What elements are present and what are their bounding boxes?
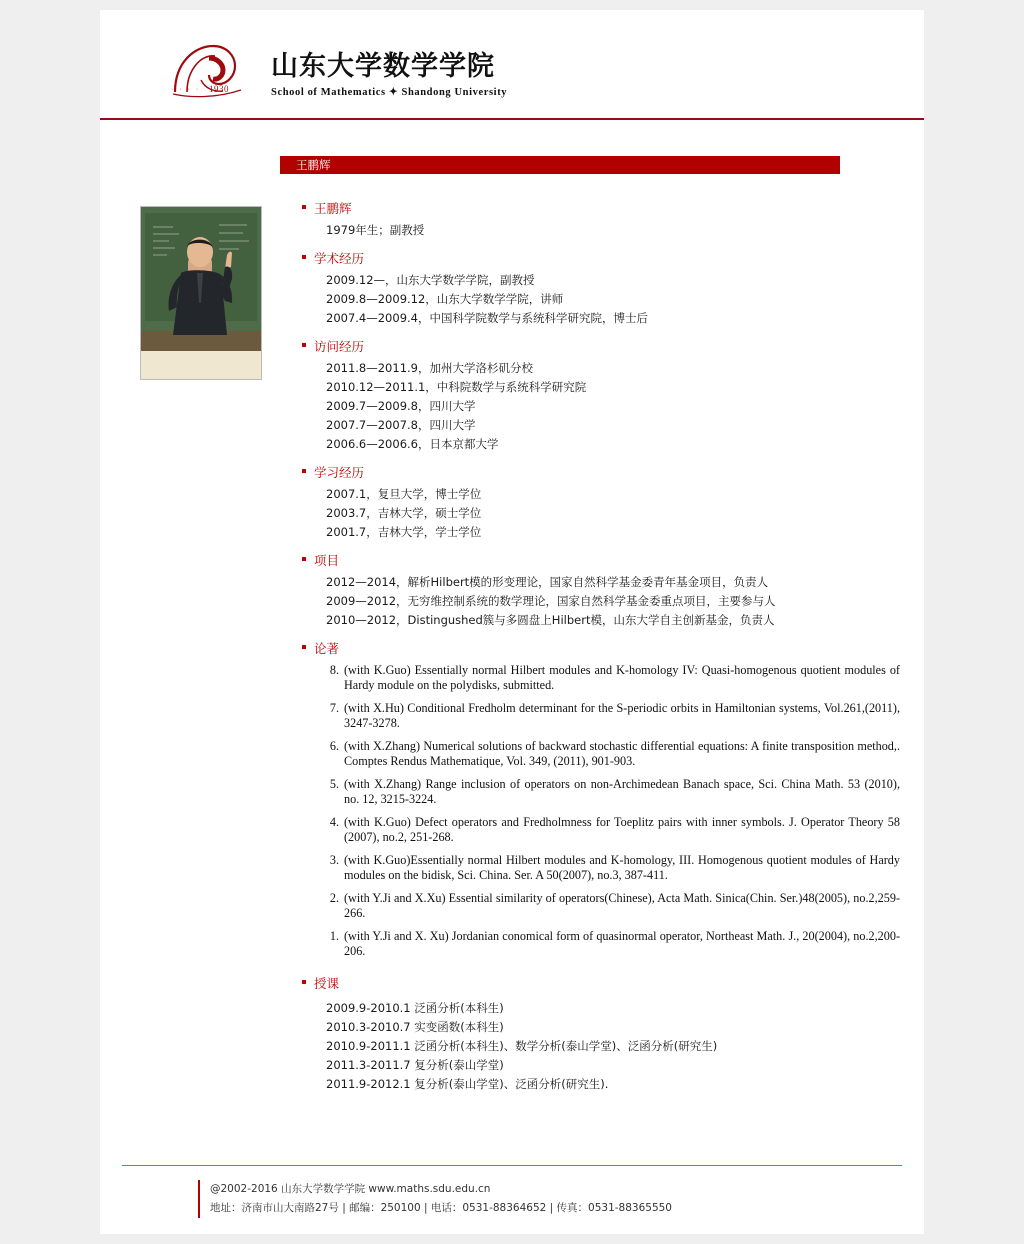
profile-sections <box>300 192 900 1094</box>
teaching-lines <box>300 996 900 1094</box>
list-item: 2010.3-2010.7 实变函数(本科生) <box>326 1020 504 1034</box>
publication-text: (with K.Guo) Defect operators and Fredholmness for Toeplitz pairs with inner symbols. J. Operator Theory 58 (2007), no.2, 251-268. <box>344 815 900 844</box>
list-item <box>326 663 900 693</box>
page-container <box>100 10 924 1234</box>
main-content <box>100 156 924 1094</box>
page-title: 王鹏辉 <box>280 156 840 174</box>
profile-subline: 1979年生；副教授 <box>326 223 425 237</box>
university-emblem-icon <box>165 40 267 102</box>
list-item <box>326 739 900 769</box>
section-heading: 访问经历 <box>300 330 900 359</box>
site-header <box>100 10 924 120</box>
list-item <box>326 815 900 845</box>
section-heading: 论著 <box>300 632 900 661</box>
list-item <box>326 701 900 731</box>
emblem-dots: · · · · <box>171 86 201 93</box>
list-item: 2010—2012，Distingushed簇与多圆盘上Hilbert模，山东大学自主创新基金，负责人 <box>326 613 775 627</box>
publication-number: 4. <box>329 815 339 829</box>
section-lines <box>300 573 900 630</box>
list-item: 2009.7—2009.8，四川大学 <box>326 399 476 413</box>
publication-text: (with X.Hu) Conditional Fredholm determinant for the S-periodic orbits in Hamiltonian systems, Vol.261,(2011), 3247-3278. <box>344 701 900 730</box>
list-item: 2009.8—2009.12，山东大学数学学院，讲师 <box>326 292 564 306</box>
logo-title-en: School of Mathematics ✦ Shandong University <box>271 87 508 98</box>
section-education <box>300 456 900 542</box>
publication-text: (with Y.Ji and X. Xu) Jordanian conomical form of quasinormal operator, Northeast Math. J., 20(2004), no.2,200-206. <box>344 929 900 958</box>
section-lines <box>300 359 900 454</box>
list-item: 2009.12—，山东大学数学学院，副教授 <box>326 273 535 287</box>
publication-number: 8. <box>329 663 339 677</box>
publication-number: 7. <box>329 701 339 715</box>
list-item <box>326 853 900 883</box>
list-item: 2001.7，吉林大学，学士学位 <box>326 525 482 539</box>
list-item: 2009—2012，无穷维控制系统的数学理论，国家自然科学基金委重点项目，主要参与人 <box>326 594 776 608</box>
list-item: 2012—2014，解析Hilbert模的形变理论，国家自然科学基金委青年基金项目，负责人 <box>326 575 769 589</box>
section-name <box>300 192 900 240</box>
footer-text <box>210 1180 672 1218</box>
list-item: 2010.9-2011.1 泛函分析(本科生)、数学分析(泰山学堂)、泛函分析(研究生) <box>326 1039 718 1053</box>
publication-text: (with X.Zhang) Range inclusion of operators on non-Archimedean Banach space, Sci. China Math. 53 (2010), no. 12, 3215-3224. <box>344 777 900 806</box>
site-logo[interactable] <box>165 40 507 102</box>
footer-copyright: @2002-2016 山东大学数学学院 www.maths.sdu.edu.cn <box>210 1183 491 1195</box>
section-lines <box>300 485 900 542</box>
site-footer <box>100 1165 924 1218</box>
publication-number: 1. <box>329 929 339 943</box>
list-item <box>326 891 900 921</box>
publication-number: 5. <box>329 777 339 791</box>
logo-title-cn: 山东大学数学学院 <box>271 51 495 83</box>
publication-number: 6. <box>329 739 339 753</box>
section-visiting-experience <box>300 330 900 454</box>
publication-text: (with Y.Ji and X.Xu) Essential similarity of operators(Chinese), Acta Math. Sinica(Chin. Ser.)48(2005), no.2,259-266. <box>344 891 900 920</box>
list-item: 2007.1，复旦大学，博士学位 <box>326 487 482 501</box>
publication-number: 2. <box>329 891 339 905</box>
section-lines <box>300 271 900 328</box>
publication-text: (with K.Guo) Essentially normal Hilbert modules and K-homology IV: Quasi-homogenous quotient modules of Hardy module on the polydisks, submitted. <box>344 663 900 692</box>
section-heading: 学术经历 <box>300 242 900 271</box>
footer-body <box>198 1180 924 1218</box>
section-heading: 项目 <box>300 544 900 573</box>
section-heading: 王鹏辉 <box>300 192 900 221</box>
emblem-year: 1930 <box>209 84 229 94</box>
section-teaching <box>300 967 900 1094</box>
section-academic-experience <box>300 242 900 328</box>
list-item: 2011.3-2011.7 复分析(泰山学堂) <box>326 1058 504 1072</box>
list-item: 2011.9-2012.1 复分析(泰山学堂)、泛函分析(研究生). <box>326 1077 609 1091</box>
publication-text: (with X.Zhang) Numerical solutions of backward stochastic differential equations: A finite transposition method,. Comptes Rendus Mathematique, Vol. 349, (2011), 901-903. <box>344 739 900 768</box>
section-heading: 学习经历 <box>300 456 900 485</box>
list-item: 2010.12—2011.1，中科院数学与系统科学研究院 <box>326 380 587 394</box>
list-item: 2003.7，吉林大学，硕士学位 <box>326 506 482 520</box>
body-area <box>100 192 924 1094</box>
footer-divider <box>122 1165 902 1166</box>
publication-text: (with K.Guo)Essentially normal Hilbert modules and K-homology, III. Homogenous quotient modules of Hardy modules on the bidisk, Sci. China. Ser. A 50(2007), no.3, 387-411. <box>344 853 900 882</box>
list-item: 2007.7—2007.8，四川大学 <box>326 418 476 432</box>
list-item: 2009.9-2010.1 泛函分析(本科生) <box>326 1001 504 1015</box>
section-heading: 授课 <box>300 967 900 996</box>
section-projects <box>300 544 900 630</box>
portrait-photo <box>140 206 262 380</box>
list-item <box>326 929 900 959</box>
header-divider <box>100 118 924 120</box>
section-publications <box>300 632 900 959</box>
footer-accent-bar <box>198 1180 200 1218</box>
section-lines <box>300 221 900 240</box>
list-item <box>326 777 900 807</box>
publication-list <box>300 663 900 959</box>
logo-text-block <box>271 52 507 102</box>
list-item: 2011.8—2011.9，加州大学洛杉矶分校 <box>326 361 533 375</box>
list-item: 2006.6—2006.6，日本京都大学 <box>326 437 499 451</box>
publication-number: 3. <box>329 853 339 867</box>
list-item: 2007.4—2009.4，中国科学院数学与系统科学研究院，博士后 <box>326 311 648 325</box>
footer-contact: 地址：济南市山大南路27号 | 邮编：250100 | 电话：0531-88364652 | 传真：0531-88365550 <box>210 1202 672 1214</box>
